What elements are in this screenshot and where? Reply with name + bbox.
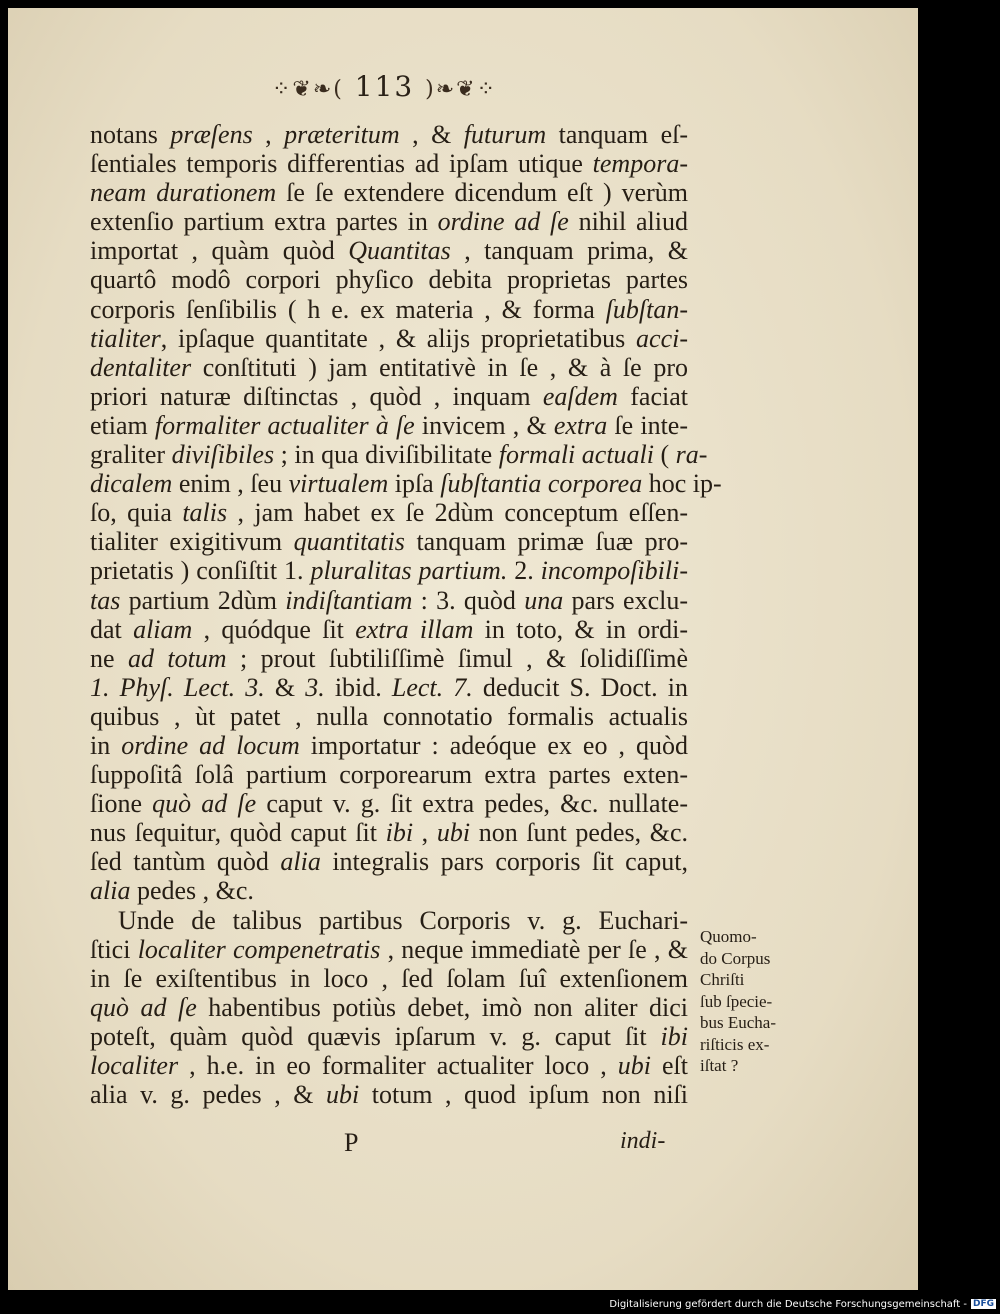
text-line: alia v. g. pedes , & ubi totum , quod ipſum non niſi xyxy=(90,1080,689,1110)
catchword: indi- xyxy=(620,1128,666,1154)
text-line: corporis ſenſibilis ( h e. ex materia , & forma ſubſtan- xyxy=(90,294,688,324)
text-line: tialiter, ipſaque quantitate , & alijs proprietatibus acci- xyxy=(90,323,688,353)
footer-text: Digitalisierung gefördert durch die Deutsche Forschungsgemeinschaft - xyxy=(609,1298,967,1310)
marginal-note-line: do Corpus xyxy=(700,948,771,968)
text-line: graliter diviſibiles ; in qua diviſibilitate formali actuali ( ra- xyxy=(90,440,708,470)
signature-mark: P xyxy=(344,1128,359,1157)
text-line: quartô modô corpori phyſico debita proprietas partes xyxy=(90,265,688,295)
text-line: etiam formaliter actualiter à ſe invicem , & extra ſe inte- xyxy=(90,410,688,440)
text-line: neam durationem ſe ſe extendere dicendum eſt ) verùm xyxy=(90,178,688,208)
marginal-note-line: bus Eucha- xyxy=(700,1013,777,1032)
text-line: localiter , h.e. in eo formaliter actualiter loco , ubi eſt xyxy=(90,1051,688,1080)
text-line: ſed tantùm quòd alia integralis pars corporis ſit caput, xyxy=(90,847,688,877)
marginal-note-line: Chriſti xyxy=(700,970,745,989)
text-line: importat , quàm quòd Quantitas , tanquam prima, & xyxy=(90,236,688,266)
text-line: in ſe exiſtentibus in loco , ſed ſolam ſuî extenſionem xyxy=(90,963,688,993)
marginal-note-line: iſtat ? xyxy=(700,1056,739,1075)
text-line: quò ad ſe habentibus potiùs debet, imò non aliter dici xyxy=(90,992,689,1022)
text-line: priori naturæ diſtinctas , quòd , inquam eaſdem faciat xyxy=(90,381,688,411)
marginal-note-line: riſticis ex- xyxy=(700,1034,770,1054)
text-line: ſtici localiter compenetratis , neque immediatè per ſe , & xyxy=(90,934,688,964)
text-line: ſentiales temporis differentias ad ipſam utique tempora- xyxy=(90,149,688,179)
text-line: tas partium 2dùm indiſtantiam : 3. quòd una pars exclu- xyxy=(90,585,689,615)
text-line: nus ſequitur, quòd caput ſit ibi , ubi non ſunt pedes, &c. xyxy=(90,818,689,848)
text-line: dat aliam , quódque ſit extra illam in toto, & in ordi- xyxy=(90,614,688,644)
dfg-logo: DFG xyxy=(972,1299,994,1309)
text-line: Unde de talibus partibus Corporis v. g. Euchari- xyxy=(118,905,688,935)
text-line: ſo, quia talis , jam habet ex ſe 2dùm conceptum eſſen- xyxy=(90,498,688,528)
text-line: prietatis ) conſiſtit 1. pluralitas partium. 2. incompoſibili- xyxy=(90,556,688,586)
text-line: ne ad totum ; prout ſubtiliſſimè ſimul , & ſolidiſſimè xyxy=(90,643,688,673)
text-line: extenſio partium extra partes in ordine ad ſe nihil aliud xyxy=(90,207,688,237)
text-line: notans præſens , præteritum , & futurum tanquam eſ- xyxy=(90,120,689,149)
text-line: dentaliter conſtituti ) jam entitativè in ſe , & à ſe pro xyxy=(90,352,688,382)
header-ornament-left: ⁘❦❧( xyxy=(272,77,344,102)
header-ornament-right: )❧❦⁘ xyxy=(425,77,498,102)
text-line: ſione quò ad ſe caput v. g. ſit extra pedes, &c. nullate- xyxy=(90,789,688,819)
text-line: tialiter exigitivum quantitatis tanquam primæ ſuæ pro- xyxy=(90,527,688,557)
marginal-note-line: Quomo- xyxy=(700,927,757,946)
marginal-note xyxy=(700,926,800,1077)
marginal-note-line: ſub ſpecie- xyxy=(700,991,773,1011)
text-line: dicalem enim , ſeu virtualem ipſa ſubſtantia corporea hoc ip- xyxy=(90,469,722,499)
footer-credit xyxy=(609,1296,996,1312)
text-line: poteſt, quàm quòd quævis ipſarum v. g. caput ſit ibi xyxy=(90,1021,688,1051)
text-line: in ordine ad locum importatur : adeóque ex eo , quòd xyxy=(90,730,688,760)
text-line: 1. Phyſ. Lect. 3. & 3. ibid. Lect. 7. deducit S. Doct. in xyxy=(90,672,688,702)
text-line: alia pedes , &c. xyxy=(90,876,254,906)
page-number: 113 xyxy=(354,70,415,103)
text-line: quibus , ùt patet , nulla connotatio formalis actualis xyxy=(90,701,688,731)
page-header xyxy=(272,70,497,103)
scan-border xyxy=(918,0,1000,1296)
text-line: ſuppoſitâ ſolâ partium corporearum extra partes exten- xyxy=(90,760,688,790)
